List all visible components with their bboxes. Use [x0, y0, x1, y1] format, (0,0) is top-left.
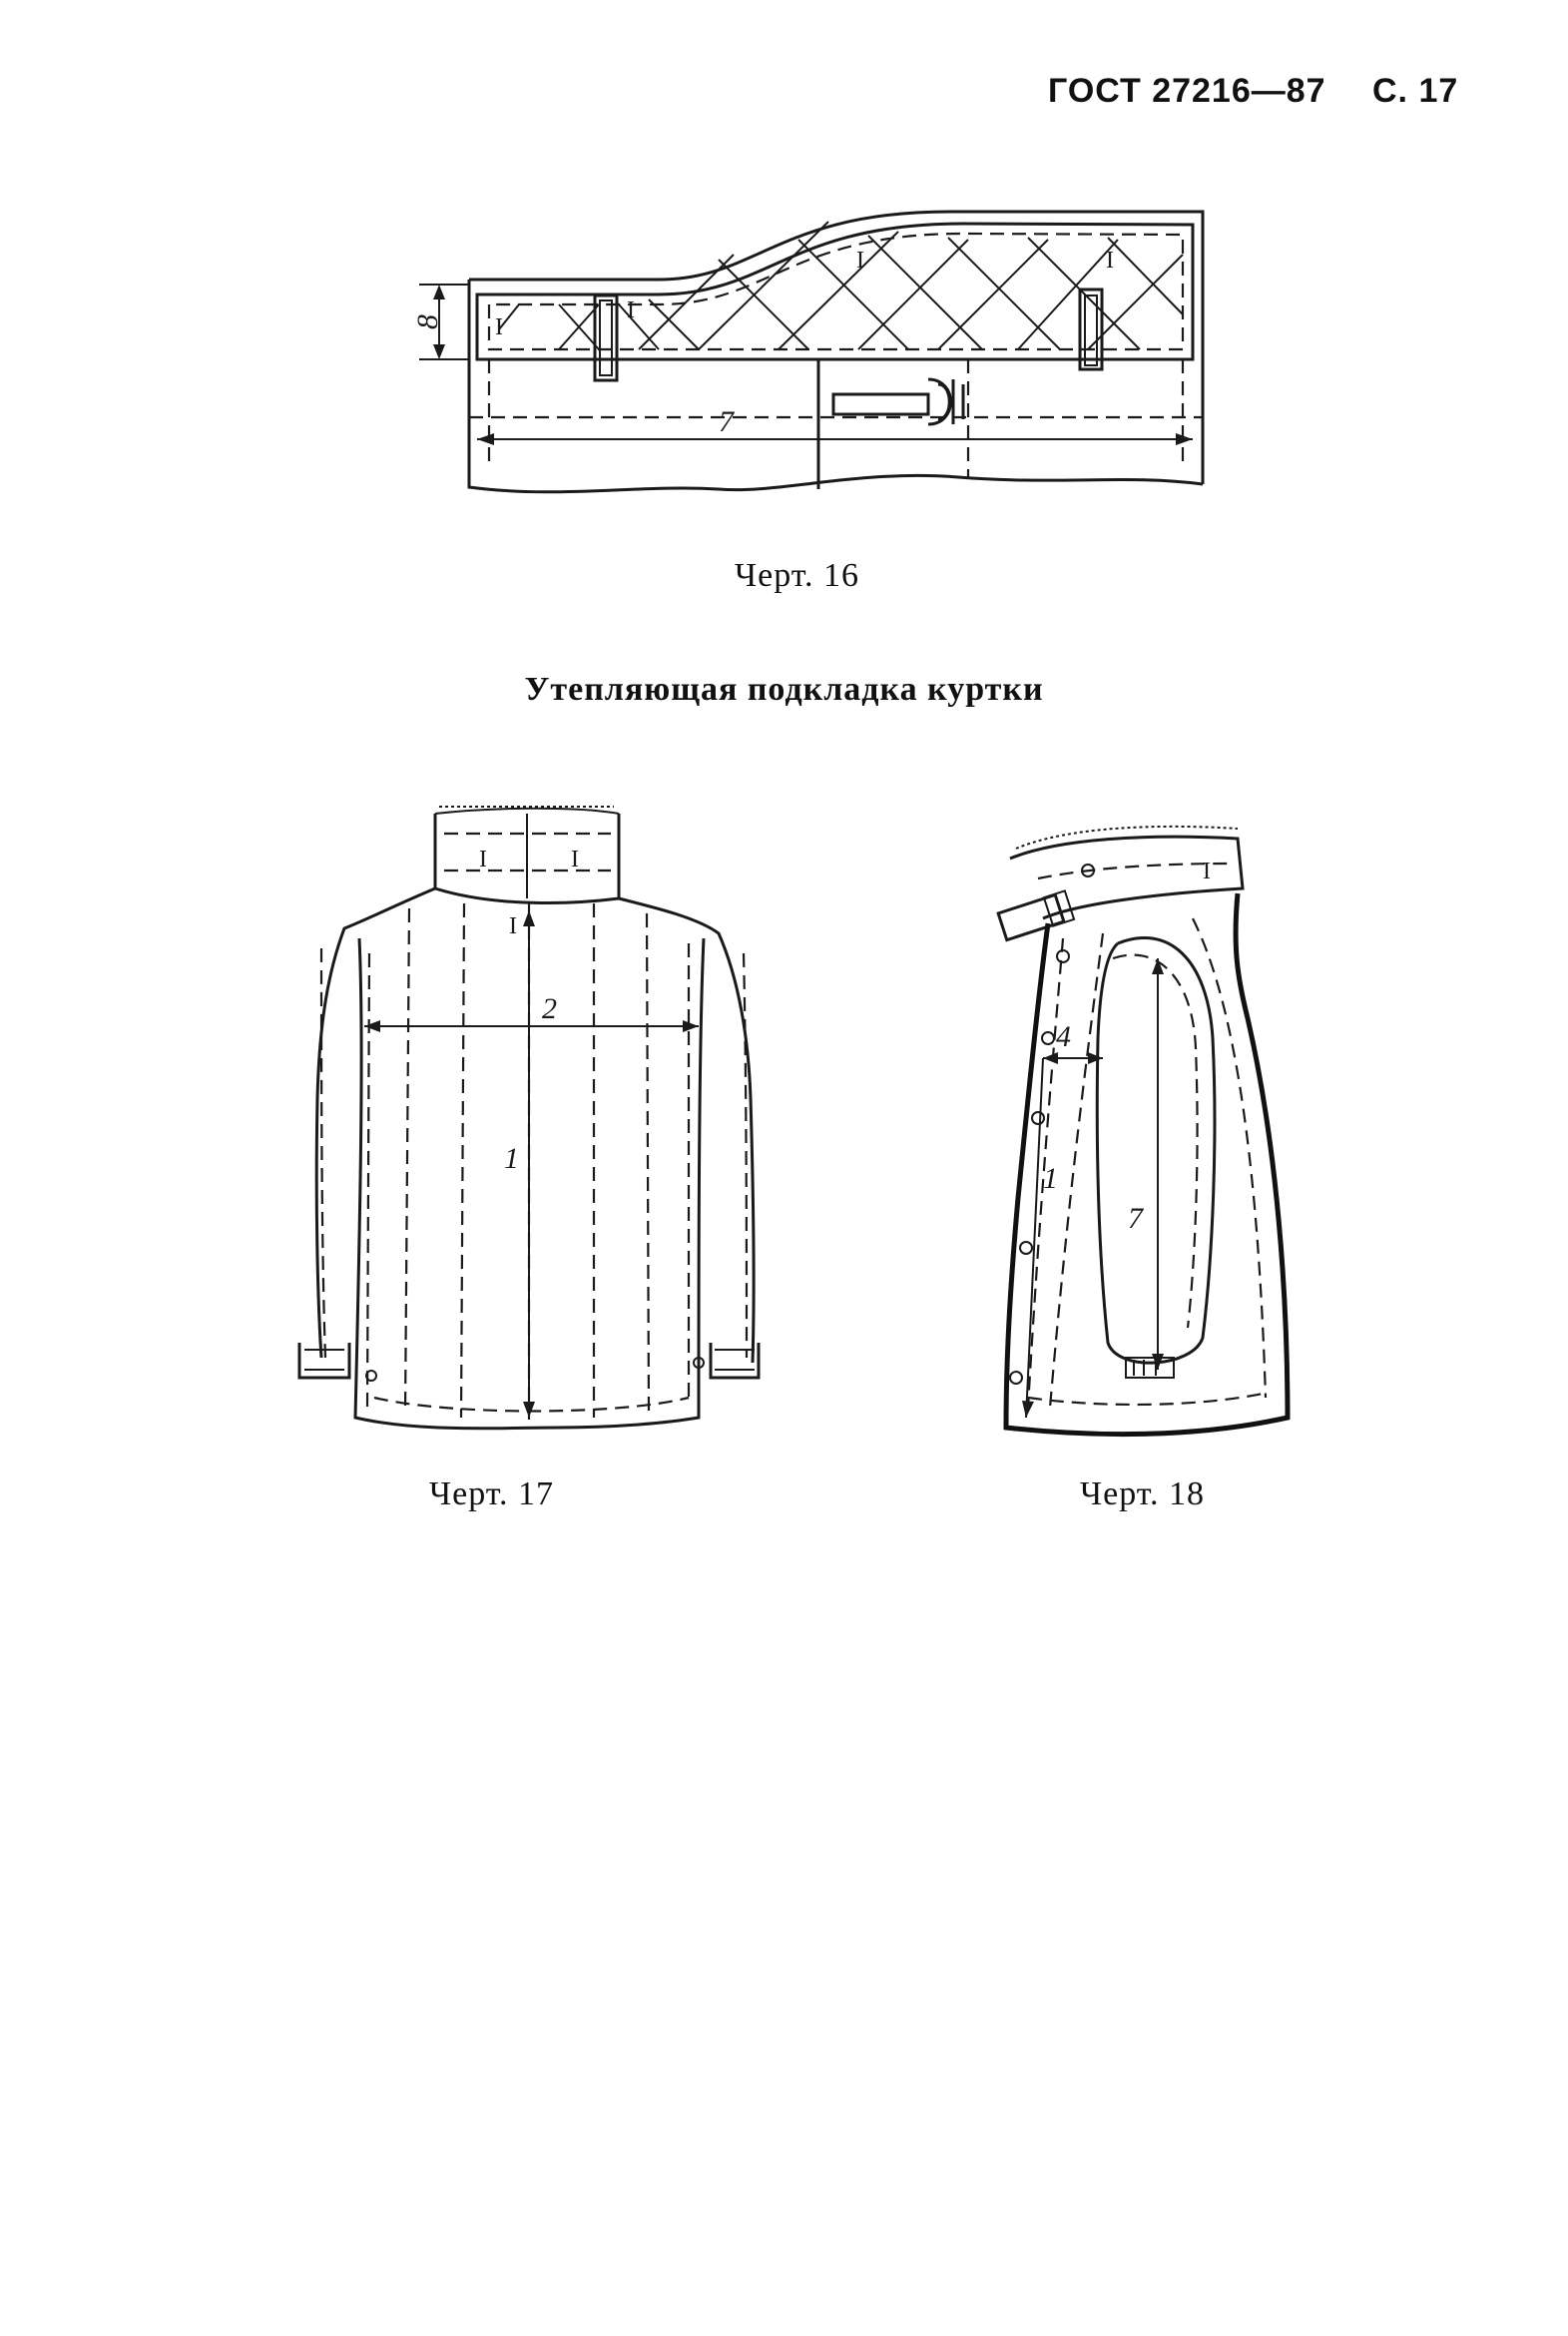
fig18-mark-1: 1: [1043, 1162, 1058, 1195]
figure-16-caption: Черт. 16: [735, 557, 860, 594]
fig16-seam-mark-4: I: [1106, 248, 1114, 274]
fig16-seam-mark-2: I: [627, 297, 635, 323]
fig18-sleeve-dimension: [1152, 958, 1164, 1370]
fig16-mark-8: 8: [411, 314, 444, 329]
figure-17-caption: Черт. 17: [429, 1475, 555, 1512]
standard-number: ГОСТ 27216—87: [1048, 72, 1326, 110]
fig18-collar: [998, 827, 1243, 940]
fig18-mark-4: 4: [1056, 1020, 1071, 1053]
fig17-seam-mark-3: I: [509, 913, 517, 939]
fig17-mark-2: 2: [542, 992, 557, 1025]
fig17-seam-mark-1: I: [479, 847, 487, 873]
fig18-front-dimension: [1043, 1052, 1103, 1064]
fig17-mark-1: 1: [504, 1142, 519, 1175]
fig16-seam-mark-1: I: [495, 314, 503, 340]
fig18-seam-mark-1: I: [1203, 859, 1211, 884]
fig18-sleeve: [1097, 937, 1215, 1378]
figure-18-caption: Черт. 18: [1080, 1475, 1206, 1512]
fig17-seam-mark-2: I: [571, 847, 579, 873]
fig16-seam-mark-3: I: [856, 248, 864, 274]
fig16-mark-7: 7: [719, 405, 734, 438]
page-number: С. 17: [1372, 72, 1459, 110]
section-title: Утепляющая подкладка куртки: [524, 671, 1044, 708]
fig18-mark-7: 7: [1128, 1202, 1143, 1235]
